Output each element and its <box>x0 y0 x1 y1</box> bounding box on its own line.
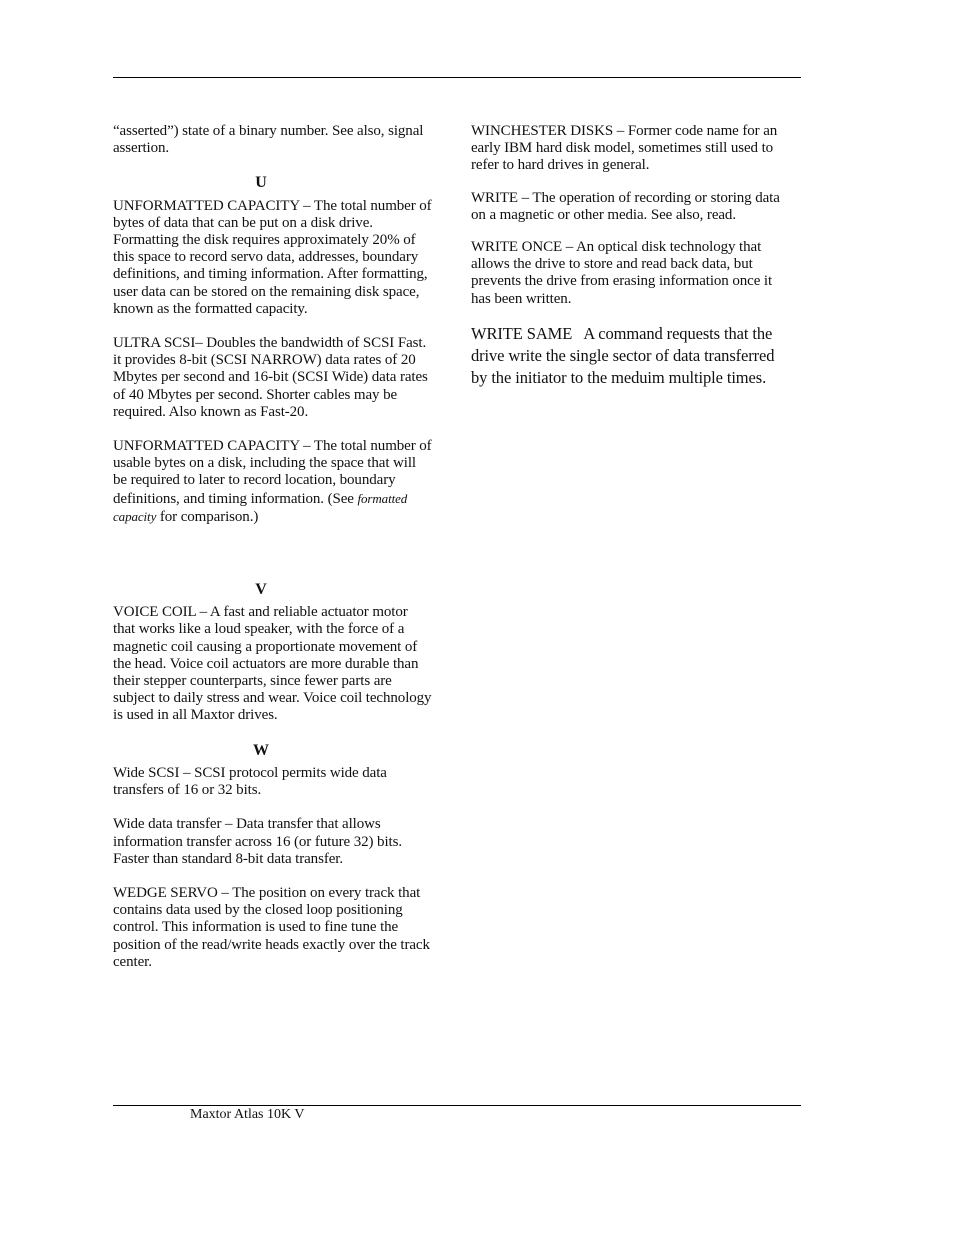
section-heading-w: W <box>253 741 269 759</box>
footer-product-name: Maxtor Atlas 10K V <box>190 1107 305 1122</box>
glossary-entry-unformatted-capacity: UNFORMATTED CAPACITY – The total number of bytes of data that can be put on a disk drive. Formatting the disk requires approximately 20% of this space to record servo data, addresses, boundary definitions, and timing information. After formatting, user data can be stored on the remaining disk space, known as the formatted capacity. <box>113 197 432 317</box>
entry-text: for comparison.) <box>156 508 259 525</box>
glossary-entry-wide-scsi: Wide SCSI – SCSI protocol permits wide data transfers of 16 or 32 bits. <box>113 764 387 799</box>
section-spacer <box>113 543 433 581</box>
glossary-entry-asserted: “asserted”) state of a binary number. See also, signal assertion. <box>113 123 424 157</box>
left-column <box>113 123 433 988</box>
section-heading-u: U <box>255 174 267 192</box>
cross-reference: formatted capacity <box>113 490 408 524</box>
glossary-entry-ultra-scsi: ULTRA SCSI– Doubles the bandwidth of SCSI Fast. it provides 8-bit (SCSI NARROW) data rates of 20 Mbytes per second and 16-bit (SCSI Wide) data rates of 40 Mbytes per second. Shorter cables may be required. Also known as Fast-20. <box>113 335 428 420</box>
header-rule <box>113 77 801 78</box>
glossary-entry-wedge-servo: WEDGE SERVO – The position on every track that contains data used by the closed loop positioning control. This information is used to fine tune the position of the read/write heads exactly over the track center. <box>113 884 430 970</box>
glossary-entry-write-same: WRITE SAME A command requests that the drive write the single sector of data transferred by the initiator to the meduim multiple times. <box>471 323 779 387</box>
entry-text: UNFORMATTED CAPACITY – The total number of usable bytes on a disk, including the space that will be required to later to record location, boundary definitions, and timing information. (See <box>113 438 432 507</box>
right-column <box>471 123 791 406</box>
glossary-entry-write-once: WRITE ONCE – An optical disk technology that allows the drive to store and read back data, but prevents the drive from erasing information once it has been written. <box>471 239 773 307</box>
glossary-entry-wide-data-transfer: Wide data transfer – Data transfer that allows information transfer across 16 (or future 32) bits. Faster than standard 8-bit data transfer. <box>113 816 402 867</box>
glossary-entry-write: WRITE – The operation of recording or storing data on a magnetic or other media. See also, read. <box>471 189 780 223</box>
section-heading-v: V <box>255 581 267 599</box>
glossary-entry-winchester-disks: WINCHESTER DISKS – Former code name for an early IBM hard disk model, sometimes still used to refer to hard drives in general. <box>471 123 778 174</box>
glossary-entry-unformatted-capacity-2 <box>113 438 433 526</box>
glossary-entry-voice-coil: VOICE COIL – A fast and reliable actuator motor that works like a loud speaker, with the force of a magnetic coil causing a proportionate movement of the head. Voice coil actuators are more durable than their stepper counterparts, since fewer parts are subject to daily stress and wear. Voice coil technology is used in all Maxtor drives. <box>113 604 432 724</box>
